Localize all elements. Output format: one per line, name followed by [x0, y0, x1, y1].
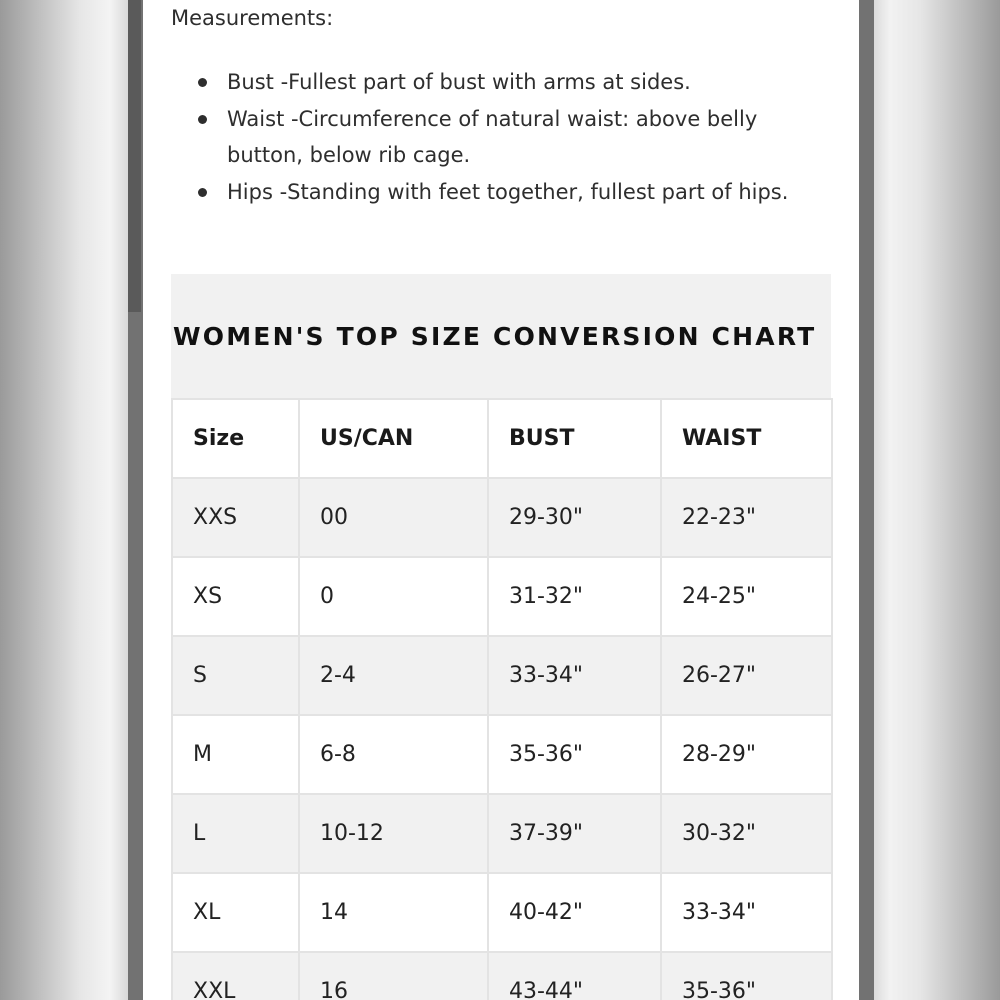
cell-bust: 43-44"	[488, 952, 661, 1000]
cell-bust: 31-32"	[488, 557, 661, 636]
cell-size: XL	[172, 873, 299, 952]
cell-us-can: 14	[299, 873, 488, 952]
measurements-list	[171, 64, 831, 210]
table-row	[172, 478, 832, 557]
table-row	[172, 557, 832, 636]
cell-bust: 33-34"	[488, 636, 661, 715]
cell-waist: 33-34"	[661, 873, 832, 952]
cell-waist: 30-32"	[661, 794, 832, 873]
table-row	[172, 873, 832, 952]
cell-size: XXS	[172, 478, 299, 557]
cell-us-can: 6-8	[299, 715, 488, 794]
measurement-item-bust: Bust -Fullest part of bust with arms at sides.	[171, 64, 831, 101]
column-header-bust: BUST	[488, 399, 661, 478]
cell-waist: 28-29"	[661, 715, 832, 794]
cell-waist: 26-27"	[661, 636, 832, 715]
cell-bust: 35-36"	[488, 715, 661, 794]
column-header-us-can: US/CAN	[299, 399, 488, 478]
cell-size: S	[172, 636, 299, 715]
table-row	[172, 636, 832, 715]
table-row	[172, 794, 832, 873]
measurements-heading: Measurements:	[171, 6, 334, 30]
scroll-indicator[interactable]	[128, 0, 141, 312]
cell-bust: 37-39"	[488, 794, 661, 873]
cell-waist: 35-36"	[661, 952, 832, 1000]
cell-us-can: 0	[299, 557, 488, 636]
table-header-row	[172, 399, 832, 478]
cell-us-can: 2-4	[299, 636, 488, 715]
cell-size: M	[172, 715, 299, 794]
cell-size: XS	[172, 557, 299, 636]
cell-bust: 40-42"	[488, 873, 661, 952]
column-header-size: Size	[172, 399, 299, 478]
cell-size: L	[172, 794, 299, 873]
page	[143, 0, 859, 1000]
size-chart-panel	[171, 274, 831, 1000]
size-table	[171, 398, 833, 1000]
column-header-waist: WAIST	[661, 399, 832, 478]
cell-us-can: 00	[299, 478, 488, 557]
measurement-item-hips: Hips -Standing with feet together, fullest part of hips.	[171, 174, 831, 211]
cell-waist: 22-23"	[661, 478, 832, 557]
cell-waist: 24-25"	[661, 557, 832, 636]
cell-us-can: 16	[299, 952, 488, 1000]
measurement-item-waist: Waist -Circumference of natural waist: above belly button, below rib cage.	[171, 101, 831, 174]
cell-size: XXL	[172, 952, 299, 1000]
chart-title: WOMEN'S TOP SIZE CONVERSION CHART	[173, 322, 817, 351]
cell-bust: 29-30"	[488, 478, 661, 557]
table-row	[172, 715, 832, 794]
table-row	[172, 952, 832, 1000]
cell-us-can: 10-12	[299, 794, 488, 873]
